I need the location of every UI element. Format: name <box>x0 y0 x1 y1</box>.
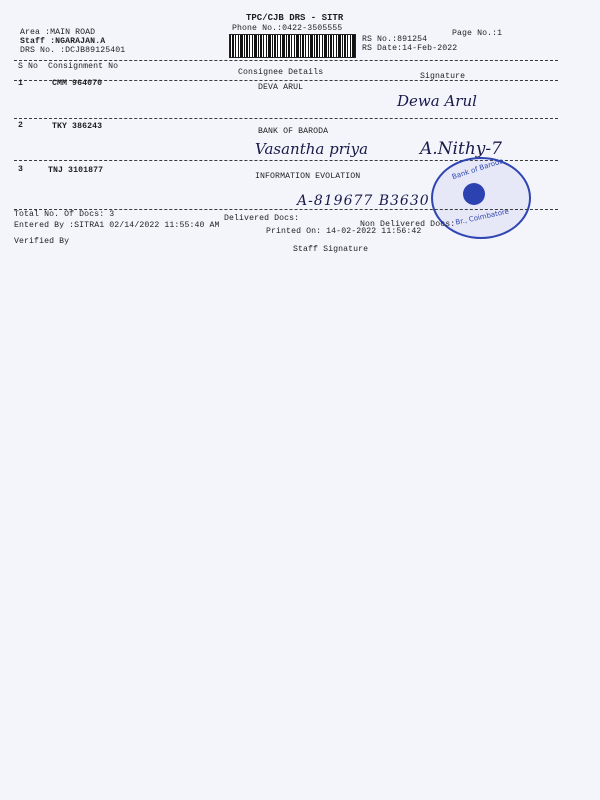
total-docs: Total No. Of Docs: 3 <box>14 210 115 219</box>
column-consignee: Consignee Details <box>238 68 324 77</box>
staff-label: Staff :NGARAJAN.A <box>20 37 106 46</box>
stamp-text-top: Bank of Baroda <box>451 156 505 182</box>
rs-date: RS Date:14-Feb-2022 <box>362 44 458 53</box>
row-2-signature-2: A.Nithy-7 <box>420 139 502 159</box>
column-consignment: Consignment No <box>48 62 119 71</box>
row-3-consignment: TNJ 3101877 <box>48 166 104 175</box>
column-sno: S No <box>18 62 39 71</box>
document-title: TPC/CJB DRS - SITR <box>246 13 344 23</box>
bank-logo-icon <box>463 183 485 205</box>
stamp-text-bottom: Br., Coimbatore <box>454 207 510 227</box>
phone-number: Phone No.:0422-3505555 <box>232 24 343 33</box>
row-3-signature: A-819677 B3630 <box>297 193 430 209</box>
divider-top <box>14 60 558 61</box>
staff-signature: Staff Signature <box>293 245 369 254</box>
row-2-signature: Vasantha priya <box>255 140 369 158</box>
row-2-consignment: TKY 386243 <box>52 122 103 131</box>
row-1-sno: 1 <box>18 79 24 88</box>
column-signature: Signature <box>420 72 466 81</box>
verified-by: Verified By <box>14 237 70 246</box>
area-label: Area :MAIN ROAD <box>20 28 96 37</box>
row-2-sno: 2 <box>18 121 24 130</box>
row-3-sno: 3 <box>18 165 24 174</box>
entered-by: Entered By :SITRA1 02/14/2022 11:55:40 AM <box>14 221 220 230</box>
barcode <box>229 34 356 58</box>
delivered-docs: Delivered Docs: <box>224 214 300 223</box>
rs-number: RS No.:891254 <box>362 35 428 44</box>
page-number: Page No.:1 <box>452 29 503 38</box>
row-1-consignee: DEVA ARUL <box>258 83 304 92</box>
non-delivered-docs: Non Delivered Docs: <box>360 220 456 229</box>
divider-row-1 <box>14 118 558 119</box>
row-1-consignment: CMM 964070 <box>52 79 103 88</box>
row-2-consignee: BANK OF BARODA <box>258 127 329 136</box>
printed-on: Printed On: 14-02-2022 11:56:42 <box>266 227 422 236</box>
row-3-consignee: INFORMATION EVOLATION <box>255 172 361 181</box>
drs-number: DRS No. :DCJB89125401 <box>20 46 126 55</box>
row-1-signature: Dewa Arul <box>397 92 477 110</box>
